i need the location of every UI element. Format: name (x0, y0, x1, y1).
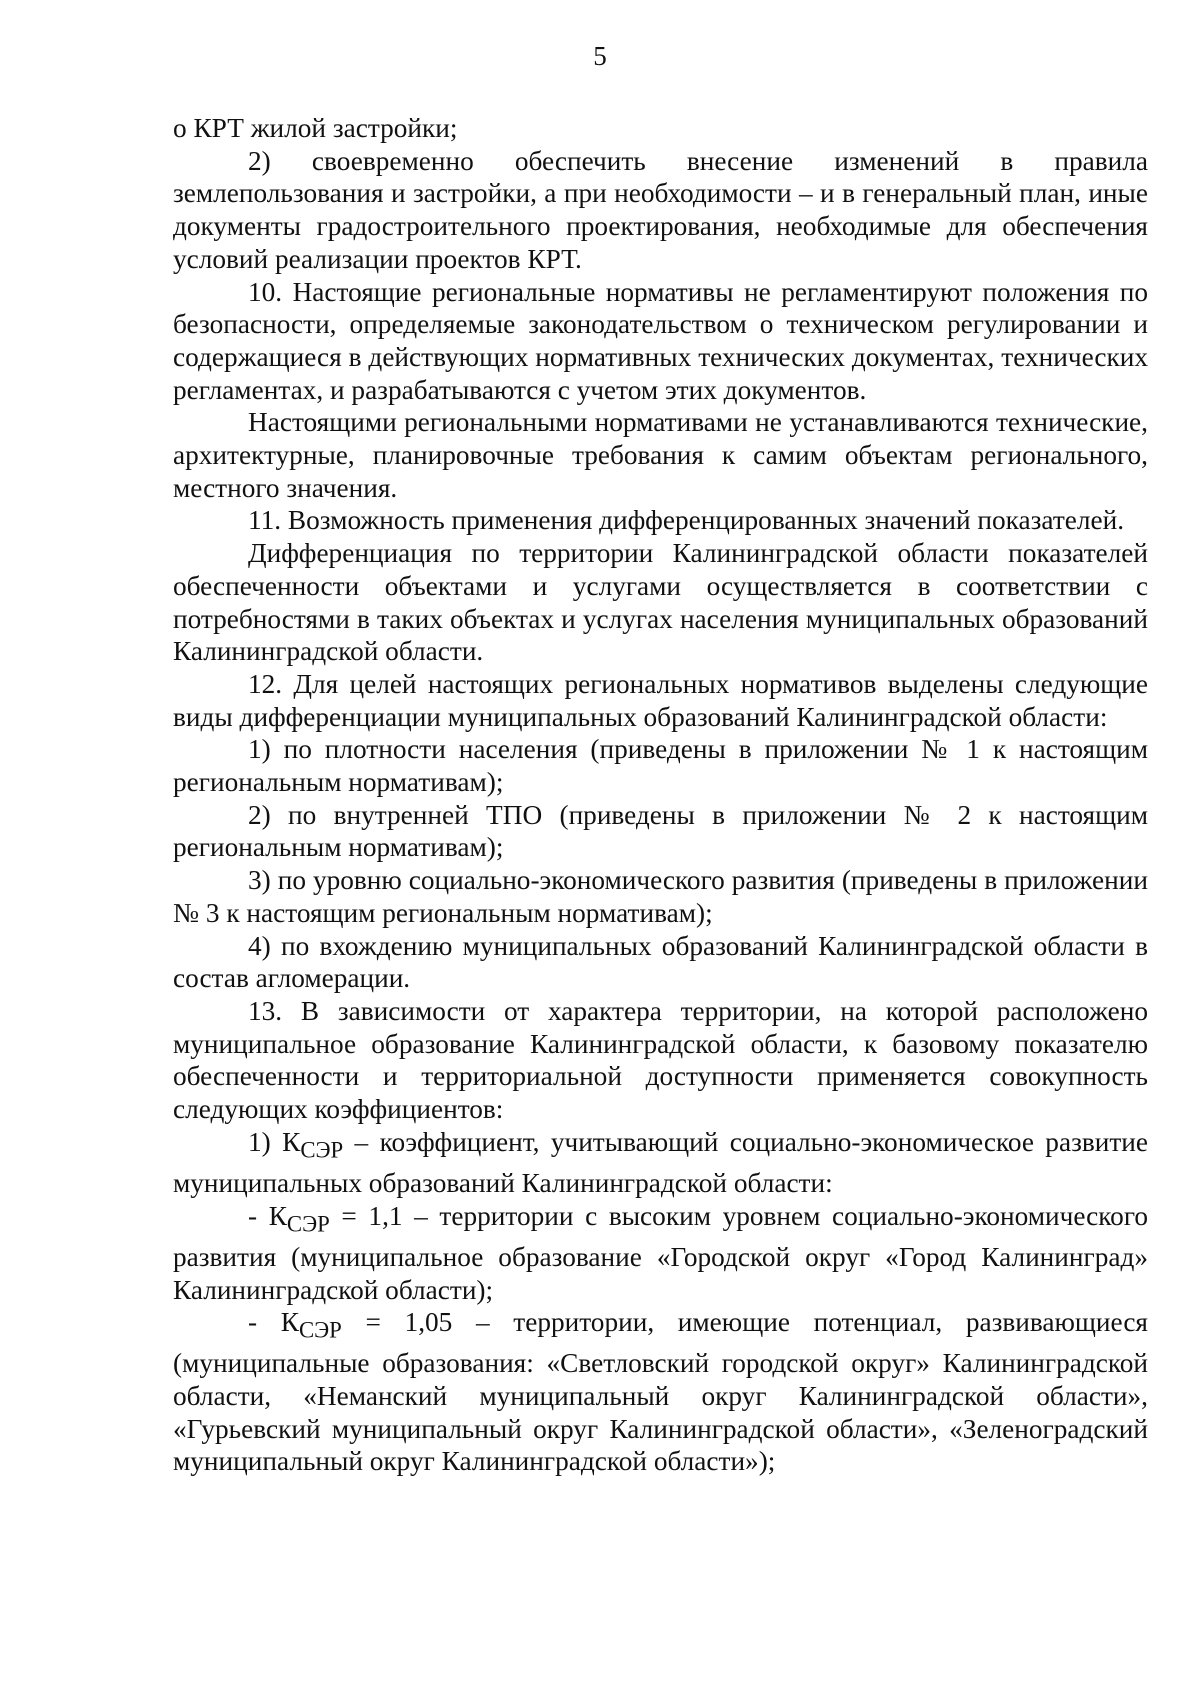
coefficient-symbol: - $К_{СЭР}$ (248, 1307, 342, 1343)
paragraph-item-2-rules: 2) своевременно обеспечить внесение изменений в правила землепользования и застройки, а при необходимости – и в генеральный план, иные документы градостроительного проектирования, необходимые для обеспечения условий реализации проектов КРТ. (173, 145, 1148, 274)
document-body (173, 112, 1148, 1478)
paragraph-requirements: Настоящими региональными нормативами не устанавливаются технические, архитектурные, планировочные требования к самим объектам регионального, местного значения. (173, 407, 1148, 503)
coefficient-symbol: - $К_{СЭР}$ (248, 1200, 330, 1237)
paragraph-krt-residential: о КРТ жилой застройки; (173, 113, 458, 143)
paragraph-differentiation-territory: Дифференциация по территории Калининградской области показателей обеспеченности объектами и услугами осуществляется в соответствии с потребностями в таких объектах и услугах населения муниципальных образований Калининградской области. (173, 538, 1148, 667)
paragraph-10-safety: 10. Настоящие региональные нормативы не регламентируют положения по безопасности, определяемые законодательством о техническом регулировании и содержащиеся в действующих нормативных технических документах, технических регламентах, и разрабатываются с учетом этих документов. (173, 276, 1148, 405)
list-item-internal-tpo: 2) по внутренней ТПО (приведены в приложении № 2 к настоящим региональным нормативам); (173, 799, 1148, 863)
coefficient-symbol: 1) $К_{СЭР}$ (248, 1126, 344, 1163)
coefficient-value-developing: - $К_{СЭР} = 1,05$ – территории, имеющие потенциал, развивающиеся (муниципальные образования: «Светловский городской округ» Калининградской области, «Неманский муниципальный округ Калининградской области», «Гурьевский муниципальный округ Калининградской области», «Зеленоградский муниципальный округ Калининградской области»); (173, 1307, 1148, 1477)
coefficient-value-high: - $К_{СЭР} = 1,1$ – территории с высоким уровнем социально-экономического развития (муниципальное образование «Городской округ «Город Калининград» Калининградской области); (173, 1200, 1148, 1305)
paragraph-13-coefficients: 13. В зависимости от характера территории, на которой расположено муниципальное образование Калининградской области, к базовому показателю обеспеченности и территориальной доступности применяется совокупность следующих коэффициентов: (173, 995, 1148, 1125)
list-item-socioeconomic-level: 3) по уровню социально-экономического развития (приведены в приложении № 3 к настоящим региональным нормативам); (173, 865, 1148, 928)
paragraph-11-differentiation: 11. Возможность применения дифференцированных значений показателей. (248, 505, 1125, 536)
list-item-agglomeration: 4) по вхождению муниципальных образований Калининградской области в состав агломерации. (173, 930, 1148, 994)
page-number: 5 (593, 41, 607, 71)
coefficient-ksep-definition: 1) $К_{СЭР}$ – коэффициент, учитывающий социально-экономическое развитие муниципальных образований Калининградской области: (173, 1126, 1149, 1198)
paragraph-12-kinds: 12. Для целей настоящих региональных нормативов выделены следующие виды дифференциации муниципальных образований Калининградской области: (173, 668, 1148, 732)
list-item-population-density: 1) по плотности населения (приведены в приложении № 1 к настоящим региональным нормативам); (173, 734, 1148, 798)
